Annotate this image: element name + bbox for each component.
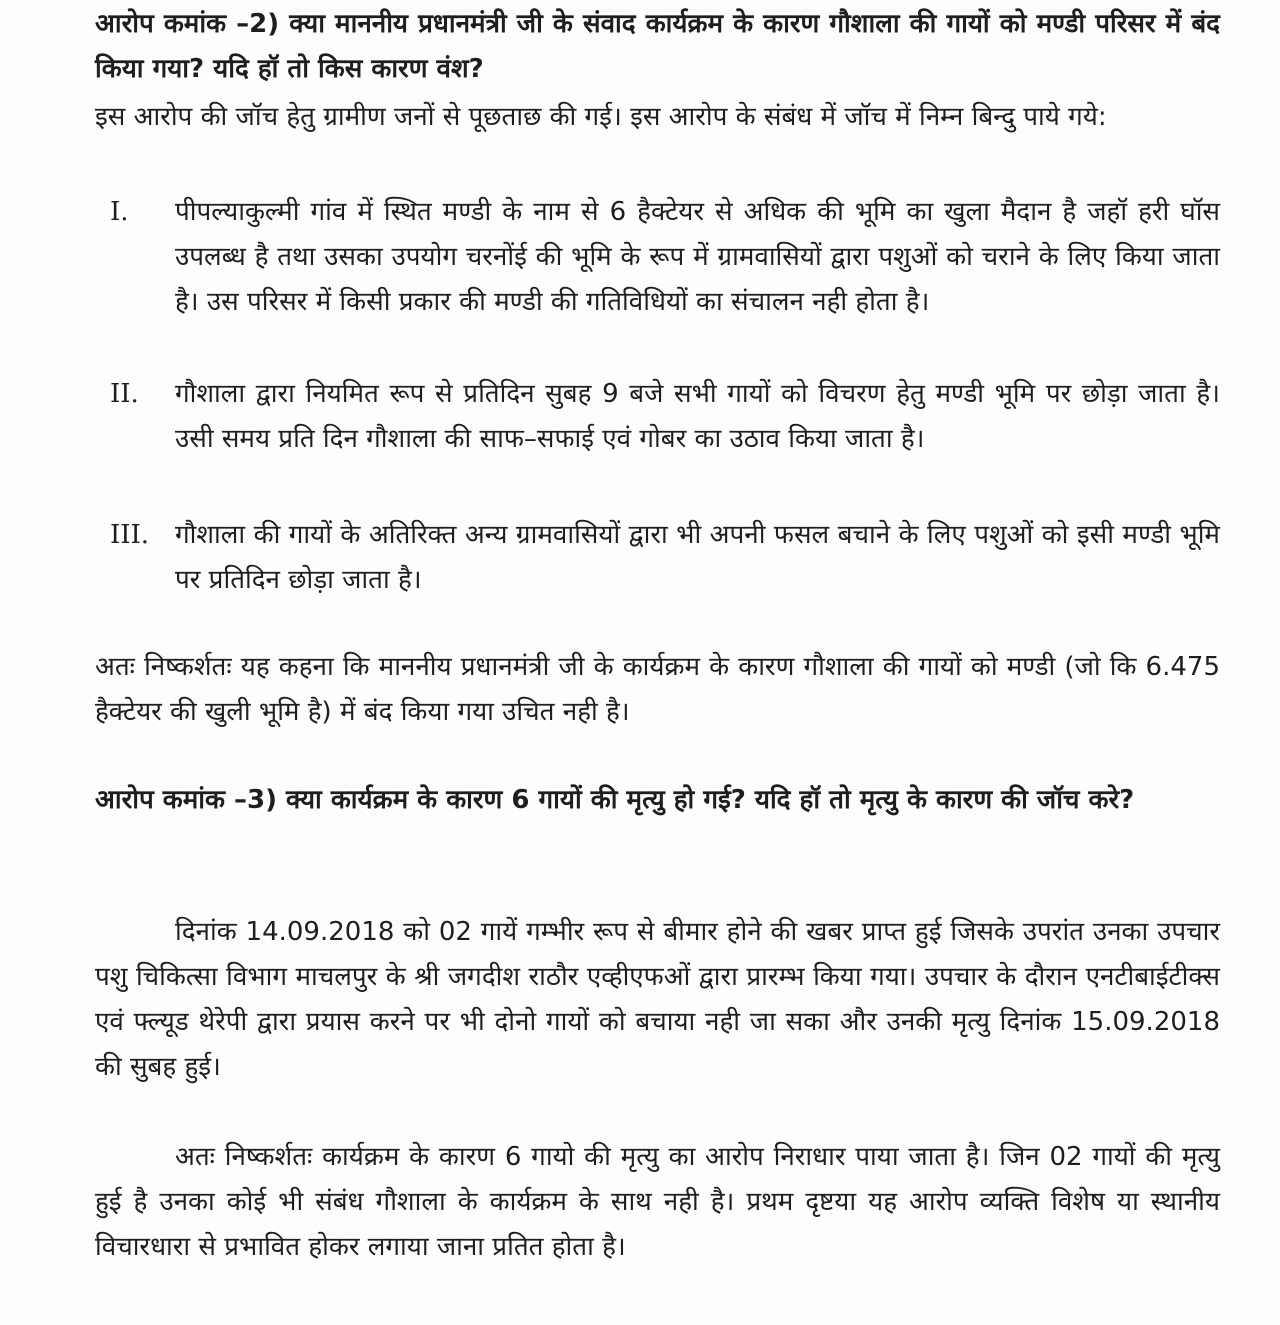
allegation-2-conclusion: अतः निष्कर्शतः यह कहना कि माननीय प्रधानमंत्री जी के कार्यक्रम के कारण गौशाला की गायों को मण्डी (जो कि 6.475 हैक्टेयर की खुली भूमि है) में बंद किया गया उचित नही है। [95, 652, 1220, 727]
list-item-text: गौशाला की गायों के अतिरिक्त अन्य ग्रामवासियों द्वारा भी अपनी फसल बचाने के लिए पशुओं को इसी मण्डी भूमि पर प्रतिदिन छोड़ा जाता है। [175, 520, 1220, 595]
allegation-3-body: दिनांक 14.09.2018 को 02 गायें गम्भीर रूप से बीमार होने की खबर प्राप्त हुई जिसके उपरांत उनका उपचार पशु चिकित्सा विभाग माचलपुर के श्री जगदीश राठौर एव्हीएफओं द्वारा प्रारम्भ किया गया। उपचार के दौरान एनटीबाईटीक्स एवं फ्ल्यूड थेरेपी द्वारा प्रयास करने पर भी दोनो गायों को बचाया नही जा सका और उनकी मृत्यु दिनांक 15.09.2018 की सुबह हुई। [95, 917, 1220, 1082]
list-item-number: II. [110, 379, 139, 409]
allegation-3-heading: आरोप कमांक –3) क्या कार्यक्रम के कारण 6 गायों की मृत्यु हो गई? यदि हॉ तो मृत्यु के कारण की जॉच करे? [95, 785, 1135, 815]
allegation-3-conclusion: अतः निष्कर्शतः कार्यक्रम के कारण 6 गायो की मृत्यु का आरोप निराधार पाया जाता है। जिन 02 गायों की मृत्यु हुई है उनका कोई भी संबंध गौशाला के कार्यक्रम के साथ नही है। प्रथम दृष्टया यह आरोप व्यक्ति विशेष या स्थानीय विचारधारा से प्रभावित होकर लगाया जाना प्रतित होता है। [95, 1142, 1220, 1262]
allegation-2-intro: इस आरोप की जॉच हेतु ग्रामीण जनों से पूछताछ की गई। इस आरोप के संबंध में जॉच में निम्न बिन्दु पाये गये: [95, 102, 1107, 132]
list-item-number: I. [110, 197, 129, 227]
list-item-text: गौशाला द्वारा नियमित रूप से प्रतिदिन सुबह 9 बजे सभी गायों को विचरण हेतु मण्डी भूमि पर छोड़ा जाता है। उसी समय प्रति दिन गौशाला की साफ–सफाई एवं गोबर का उठाव किया जाता है। [175, 379, 1220, 454]
list-item [95, 190, 1220, 325]
allegation-2-heading: आरोप कमांक –2) क्या माननीय प्रधानमंत्री जी के संवाद कार्यक्रम के कारण गौशाला की गायों को मण्डी परिसर में बंद किया गया? यदि हॉ तो किस कारण वंश? [95, 9, 1220, 84]
list-item-text: पीपल्याकुल्मी गांव में स्थित मण्डी के नाम से 6 हैक्टेयर से अधिक की भूमि का खुला मैदान है जहॉ हरी घॉस उपलब्ध है तथा उसका उपयोग चरनोंई की भूमि के रूप में ग्रामवासियों द्वारा पशुओं को चराने के लिए किया जाता है। उस परिसर में किसी प्रकार की मण्डी की गतिविधियों का संचालन नही होता है। [175, 197, 1220, 317]
list-item-number: III. [110, 520, 150, 550]
list-item [95, 372, 1220, 462]
list-item [95, 513, 1220, 603]
